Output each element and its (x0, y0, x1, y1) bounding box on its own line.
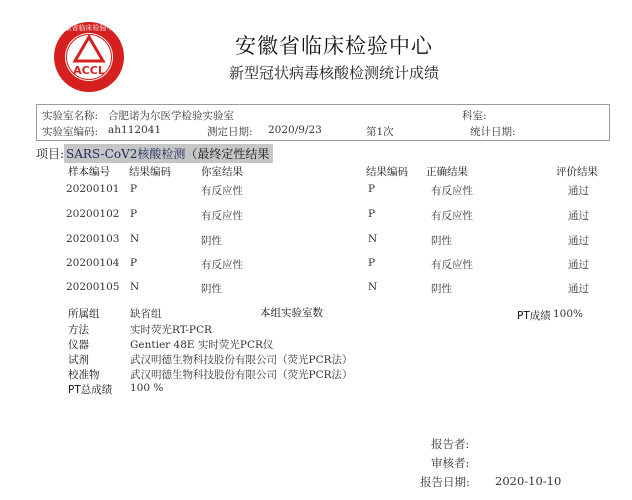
header-correct-result: 正确结果 (426, 166, 468, 178)
cell-correct-result: 有反应性 (431, 210, 473, 222)
cell-sample: 20200104 (66, 257, 120, 269)
org-title: 安徽省临床检验中心 (235, 34, 433, 58)
cell-correct-result: 有反应性 (431, 185, 473, 197)
cell-your-code: N (130, 233, 140, 245)
calibrator-label: 校准物 (68, 369, 100, 381)
header-sample: 样本编号 (68, 166, 110, 178)
cell-your-result: 阴性 (201, 235, 222, 247)
cell-correct-code: N (368, 233, 378, 245)
cell-evaluation: 通过 (568, 283, 589, 295)
cell-correct-result: 有反应性 (431, 259, 473, 271)
item-code: SARS-CoV2 (66, 147, 138, 161)
calibrator-value: 武汉明德生物科技股份有限公司（荧光PCR法） (130, 369, 353, 381)
cell-evaluation: 通过 (568, 210, 589, 222)
test-date-value: 2020/9/23 (268, 124, 322, 136)
method-label: 方法 (68, 324, 89, 336)
instrument-value: Gentier 48E 实时荧光PCR仪 (130, 339, 274, 351)
pt-total-label: PT总成绩 (68, 384, 113, 396)
report-date-value: 2020-10-10 (495, 474, 562, 488)
method-value: 实时荧光RT-PCR (130, 324, 212, 336)
reviewer-label: 审核者: (431, 456, 470, 470)
logo-letters: ACCL (73, 64, 105, 77)
cell-sample: 20200102 (66, 208, 120, 220)
cell-evaluation: 通过 (568, 185, 589, 197)
reporter-label: 报告者: (431, 437, 470, 451)
item-label: 项目: (36, 147, 65, 161)
pt-score-label: PT成绩 (517, 310, 551, 322)
cell-your-code: P (130, 183, 138, 195)
cell-correct-result: 阴性 (431, 235, 452, 247)
lab-count-label: 本组实验室数 (260, 307, 323, 319)
cell-sample: 20200103 (66, 233, 120, 245)
cell-correct-code: P (368, 208, 376, 220)
cell-evaluation: 通过 (568, 235, 589, 247)
lab-name-value: 合肥诺为尔医学检验实验室 (108, 110, 234, 122)
cell-evaluation: 通过 (568, 259, 589, 271)
header-correct-code: 结果编码 (366, 166, 408, 178)
lab-code-value: ah112041 (108, 124, 162, 136)
cell-your-code: P (130, 257, 138, 269)
stat-date-label: 统计日期: (470, 126, 516, 138)
logo-ring-text: 安徽省临床检验中心 (57, 24, 121, 32)
cell-your-result: 阴性 (201, 283, 222, 295)
cell-sample: 20200105 (66, 281, 120, 293)
round-number: 第1次 (366, 126, 394, 138)
pt-total-value: 100 % (130, 382, 164, 394)
report-date-label: 报告日期: (420, 475, 470, 489)
cell-sample: 20200101 (66, 183, 120, 195)
cell-correct-code: P (368, 183, 376, 195)
report-title: 新型冠状病毒核酸检测统计成绩 (228, 64, 439, 82)
dept-label: 科室: (462, 110, 487, 122)
reagent-value: 武汉明德生物科技股份有限公司（荧光PCR法） (130, 354, 353, 366)
cell-correct-result: 阴性 (431, 283, 452, 295)
instrument-label: 仪器 (68, 339, 89, 351)
cell-your-code: P (130, 208, 138, 220)
lab-code-label: 实验室编码: (42, 126, 99, 138)
cell-your-result: 有反应性 (201, 185, 243, 197)
lab-name-label: 实验室名称: (42, 110, 99, 122)
item-suffix: （最终定性结果 (185, 147, 270, 161)
item-highlight (64, 144, 273, 163)
cell-your-result: 有反应性 (201, 210, 243, 222)
test-date-label: 测定日期: (207, 126, 253, 138)
cell-your-result: 有反应性 (201, 259, 243, 271)
item-bar (36, 144, 273, 163)
header-evaluation: 评价结果 (556, 166, 598, 178)
reagent-label: 试剂 (68, 354, 89, 366)
header-your-code: 结果编码 (129, 166, 171, 178)
pt-score-value: 100% (553, 308, 584, 320)
header-your-result: 你室结果 (201, 166, 243, 178)
cell-correct-code: P (368, 257, 376, 269)
group-label: 所属组 (68, 308, 100, 320)
cell-your-code: N (130, 281, 140, 293)
item-name: 核酸检测 (137, 147, 186, 161)
cell-correct-code: N (368, 281, 378, 293)
group-value: 缺省组 (130, 308, 162, 320)
